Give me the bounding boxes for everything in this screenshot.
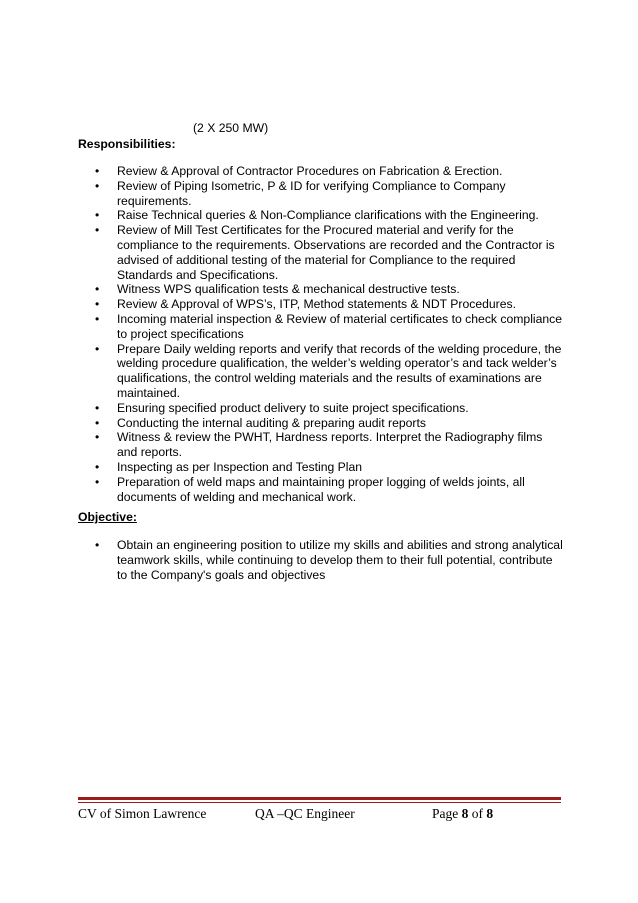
list-item <box>0 430 563 460</box>
bullet-icon: • <box>95 415 100 430</box>
list-item <box>0 401 563 416</box>
bullet-icon: • <box>95 538 100 552</box>
list-item-text: Preparation of weld maps and maintaining proper logging of welds joints, all documents of welding and mechanical work. <box>117 474 525 504</box>
list-item <box>0 416 563 431</box>
list-item <box>0 179 563 209</box>
list-item <box>0 312 563 342</box>
bullet-icon: • <box>95 311 100 326</box>
list-item <box>0 208 563 223</box>
list-item-text: Prepare Daily welding reports and verify that records of the welding procedure, the welding procedure qualification, the welder’s welding operator’s and tack welder’s qualifications, the control welding materials and the results of examinations are maintained. <box>117 341 562 400</box>
page-prefix: Page <box>432 806 462 821</box>
list-item <box>0 164 563 179</box>
bullet-icon: • <box>95 208 100 223</box>
objective-heading: Objective: <box>78 510 137 524</box>
bullet-icon: • <box>95 459 100 474</box>
footer-role: QA –QC Engineer <box>255 806 355 821</box>
list-item-text: Inspecting as per Inspection and Testing Plan <box>117 459 363 474</box>
list-item <box>0 460 563 475</box>
responsibilities-heading: Responsibilities: <box>78 137 176 151</box>
bullet-icon: • <box>95 178 100 193</box>
list-item-text: Review & Approval of WPS’s, ITP, Method statements & NDT Procedures. <box>117 297 516 312</box>
list-item-text: Witness & review the PWHT, Hardness reports. Interpret the Radiography films and reports. <box>117 430 543 460</box>
list-item-text: Ensuring specified product delivery to suite project specifications. <box>117 400 469 415</box>
footer-author: CV of Simon Lawrence <box>78 806 207 821</box>
objective-list <box>0 538 563 582</box>
bullet-icon: • <box>95 474 100 489</box>
bullet-icon: • <box>95 223 100 238</box>
bullet-icon: • <box>95 164 100 178</box>
list-item <box>0 223 563 282</box>
list-item <box>0 342 563 401</box>
page-total: 8 <box>486 806 494 821</box>
plant-capacity: (2 X 250 MW) <box>193 121 269 135</box>
list-item-text: Review of Mill Test Certificates for the Procured material and verify for the compliance to the requirements. Observations are recorded and the Contractor is advised of additional testing of the material for Compliance to the required Standards and Specifications. <box>117 223 555 282</box>
list-item-text: Review of Piping Isometric, P & ID for verifying Compliance to Company requirements. <box>117 178 506 208</box>
bullet-icon: • <box>95 400 100 415</box>
bullet-icon: • <box>95 282 100 297</box>
list-item-text: Raise Technical queries & Non-Compliance clarifications with the Engineering. <box>117 208 539 223</box>
footer-rule-thin <box>78 802 561 803</box>
list-item-text: Witness WPS qualification tests & mechanical destructive tests. <box>117 282 460 297</box>
page-sep: of <box>468 806 487 821</box>
list-item <box>0 538 563 582</box>
list-item <box>0 297 563 312</box>
list-item <box>0 282 563 297</box>
list-item <box>0 475 563 505</box>
bullet-icon: • <box>95 297 100 312</box>
list-item-text: Obtain an engineering position to utilize my skills and abilities and strong analytical teamwork skills, while continuing to develop them to their full potential, contribute to the Company's goals and objectives <box>117 538 563 582</box>
responsibilities-list <box>0 164 563 504</box>
list-item-text: Conducting the internal auditing & preparing audit reports <box>117 415 426 430</box>
page-current: 8 <box>461 806 469 821</box>
footer-rule <box>78 797 561 800</box>
bullet-icon: • <box>95 341 100 356</box>
bullet-icon: • <box>95 430 100 445</box>
list-item-text: Incoming material inspection & Review of material certificates to check compliance to project specifications <box>117 311 563 341</box>
footer-page-number <box>432 806 493 822</box>
list-item-text: Review & Approval of Contractor Procedures on Fabrication & Erection. <box>117 164 503 178</box>
